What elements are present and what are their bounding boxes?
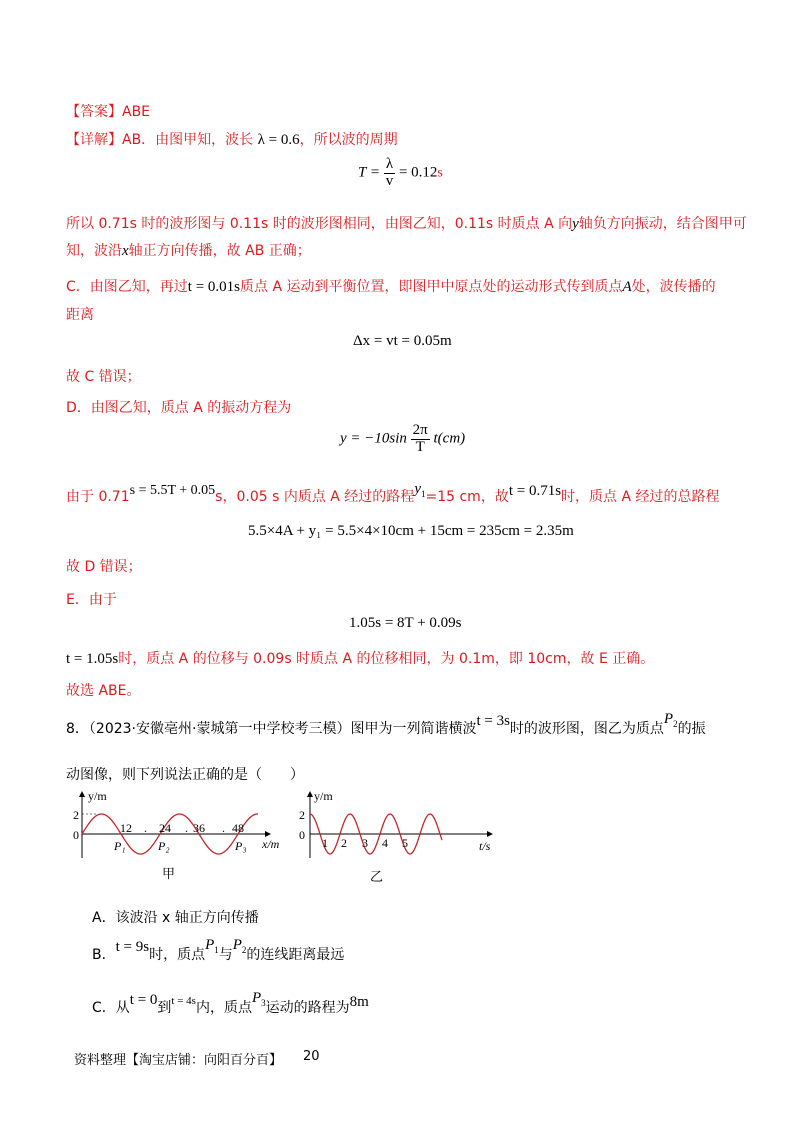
option-c (92, 990, 369, 1018)
question-text-b: 时的波形图，图乙为质点 (509, 721, 664, 737)
d-time: t = 0.71s (508, 483, 562, 499)
option-c-p3 (252, 990, 266, 1006)
figure-jia (70, 788, 295, 888)
para1-line1 (66, 213, 747, 233)
d-line2 (66, 481, 720, 507)
question-time: t = 3s (476, 713, 510, 729)
e-equation: 1.05s = 8T + 0.09s (349, 615, 462, 631)
option-c-t4: t = 4s (171, 995, 196, 1007)
fig-a-origin: 0 (73, 828, 79, 842)
period-equation (358, 157, 443, 190)
option-c-distance: 8m (349, 994, 369, 1010)
option-a: A．该波沿 x 轴正方向传播 (92, 910, 259, 926)
fig-b-xlabel: t/s (479, 839, 491, 853)
e-time: t = 1.05s (66, 651, 119, 667)
option-b-p2-var: P (232, 937, 242, 953)
eq-T-unit: s (437, 165, 443, 181)
e-line2 (66, 648, 654, 668)
page-number: 20 (303, 1049, 320, 1064)
fig-b-xtick-1: 2 (341, 836, 347, 850)
option-c-text1: 到 (157, 1000, 172, 1016)
c-text-c: 处，波传播的 (631, 279, 716, 295)
para1-text1b: 轴负方向振动，结合图甲可 (578, 216, 747, 232)
option-b-p1 (205, 937, 219, 953)
c-conclusion: 故 C 错误； (66, 369, 141, 385)
fig-a-point-p1: P₁ (114, 839, 126, 853)
option-b-p1-var: P (205, 937, 215, 953)
d-y1-sub: 1 (420, 489, 426, 499)
d-text-b3: s，0.05 s 内质点 A 经过的路程 (215, 489, 415, 505)
detail-ab-text: AB．由图甲知，波长 (122, 132, 254, 148)
fig-b-xtick-0: 1 (322, 836, 328, 850)
fig-a-point-p2: P₂ (158, 839, 170, 853)
c-point-A: A (622, 279, 632, 295)
option-b (92, 937, 345, 965)
fig-b-ytick: 2 (299, 808, 305, 822)
option-b-time: t = 9s (115, 939, 150, 955)
eq-T-den: v (385, 172, 394, 189)
eq-y-num: 2π (412, 422, 428, 438)
d-y1 (414, 481, 425, 497)
option-b-p2-sub: 2 (241, 945, 247, 955)
option-b-text1: 时，质点 (149, 947, 206, 963)
d-line1: D．由图乙知，质点 A 的振动方程为 (66, 400, 292, 416)
fig-a-caption: 甲 (162, 866, 176, 881)
eq-T-lhs: T = (358, 164, 380, 181)
c-text-b: 质点 A 运动到平衡位置，即图甲中原点处的运动形式传到质点 (240, 279, 623, 295)
fig-a-dot-1: . (144, 821, 147, 835)
para1-text2a: 知，波沿 (66, 243, 122, 259)
para1-y: y (572, 216, 579, 232)
fig-a-xtick-0: 12 (120, 821, 132, 835)
path-equation: 5.5×4A + y₁ = 5.5×4×10cm + 15cm = 235cm = 2.35m (248, 523, 574, 539)
d-text-b1: 由于 0.71 (66, 489, 130, 505)
eq-T-rhs: = 0.12 (398, 164, 438, 181)
para1-x: x (122, 243, 129, 259)
figure-yi (292, 788, 502, 888)
d-conclusion: 故 D 错误； (66, 559, 142, 575)
fig-b-xtick-2: 3 (362, 836, 368, 850)
d-eq-b2: s = 5.5T + 0.05 (129, 483, 216, 498)
c-line1 (66, 276, 716, 296)
para1-line2 (66, 240, 311, 260)
question-text-a: 图甲为一列简谐横波 (350, 721, 477, 737)
option-c-p3-var: P (251, 990, 262, 1006)
answer-value: ABE (122, 104, 151, 120)
fig-a-point-p3: P₃ (235, 839, 247, 853)
option-c-t0: t = 0 (129, 992, 158, 1008)
para1-text2b: 轴正方向传播，故 AB 正确； (128, 243, 311, 259)
option-c-label: C．从 (92, 1000, 130, 1016)
fig-a-dot-3: . (222, 821, 225, 835)
final-answer: 故选 ABE。 (66, 683, 141, 699)
fig-a-dot-2: . (185, 821, 188, 835)
answer-label: 【答案】 (66, 104, 122, 120)
detail-label: 【详解】 (66, 132, 122, 148)
fig-a-ytick: 2 (73, 808, 79, 822)
answer-line (66, 101, 150, 121)
eq-y-fraction (411, 423, 430, 456)
option-c-text2: 内，质点 (195, 1000, 252, 1016)
fig-b-ylabel: y/m (314, 789, 333, 803)
eq-y-rhs: t(cm) (433, 430, 466, 447)
para1-text1: 所以 0.71s 时的波形图与 0.11s 时的波形图相同，由图乙知，0.11s 时质点 A 向 (66, 216, 573, 232)
eq-T-fraction (384, 157, 396, 190)
d-text-b5: 时，质点 A 经过的总路程 (561, 489, 720, 505)
question-line1 (66, 711, 706, 739)
e-line1: E．由于 (66, 592, 117, 608)
option-c-text3: 运动的路程为 (265, 1000, 350, 1016)
question-source: （2023·安徽亳州·蒙城第一中学校考三模） (88, 721, 351, 737)
option-b-text2: 与 (218, 947, 233, 963)
fig-b-origin: 0 (299, 828, 305, 842)
question-p2 (664, 711, 678, 727)
eq-T-num: λ (384, 157, 396, 174)
option-b-p2 (233, 937, 247, 953)
eq-y-den: T (415, 438, 425, 455)
fig-b-caption: 乙 (370, 869, 384, 884)
option-b-text3: 的连线距离最远 (246, 947, 345, 963)
lambda-equation: λ = 0.6 (257, 132, 300, 148)
fig-b-xtick-4: 5 (402, 836, 408, 850)
detail-ab-text2: ，所以波的周期 (299, 132, 398, 148)
fig-a-xlabel: x/m (262, 837, 280, 851)
option-b-p1-sub: 1 (214, 945, 219, 955)
d-text-b4: =15 cm，故 (425, 489, 509, 505)
fig-a-ylabel: y/m (88, 789, 107, 803)
distance-equation: Δx = vt = 0.05m (353, 333, 452, 349)
fig-a-xtick-3: 48 (232, 821, 244, 835)
question-text-c: 的振 (677, 721, 706, 737)
c-time: t = 0.01s (187, 279, 240, 295)
fig-a-xtick-2: 36 (193, 821, 205, 835)
vibration-equation (340, 423, 465, 456)
c-text-a: C．由图乙知，再过 (66, 279, 188, 295)
fig-a-xtick-1: 24 (159, 821, 171, 835)
option-c-p3-sub: 3 (261, 998, 266, 1008)
d-y1-var: y (414, 481, 421, 497)
option-b-label: B． (92, 947, 116, 963)
question-number: 8． (66, 721, 89, 737)
question-line2: 动图像，则下列说法正确的是（ ） (66, 767, 304, 783)
detail-ab-line (66, 129, 398, 149)
question-p2-var: P (663, 711, 674, 727)
fig-b-xtick-3: 4 (382, 836, 388, 850)
eq-y-lhs: y = −10sin (340, 430, 407, 447)
footer-source: 资料整理【淘宝店铺：向阳百分百】 (74, 1053, 283, 1068)
c-line2: 距离 (66, 307, 94, 323)
question-p2-sub: 2 (673, 719, 678, 729)
e-text: 时，质点 A 的位移与 0.09s 时质点 A 的位移相同，为 0.1m，即 10cm，故 E 正确。 (118, 651, 655, 667)
